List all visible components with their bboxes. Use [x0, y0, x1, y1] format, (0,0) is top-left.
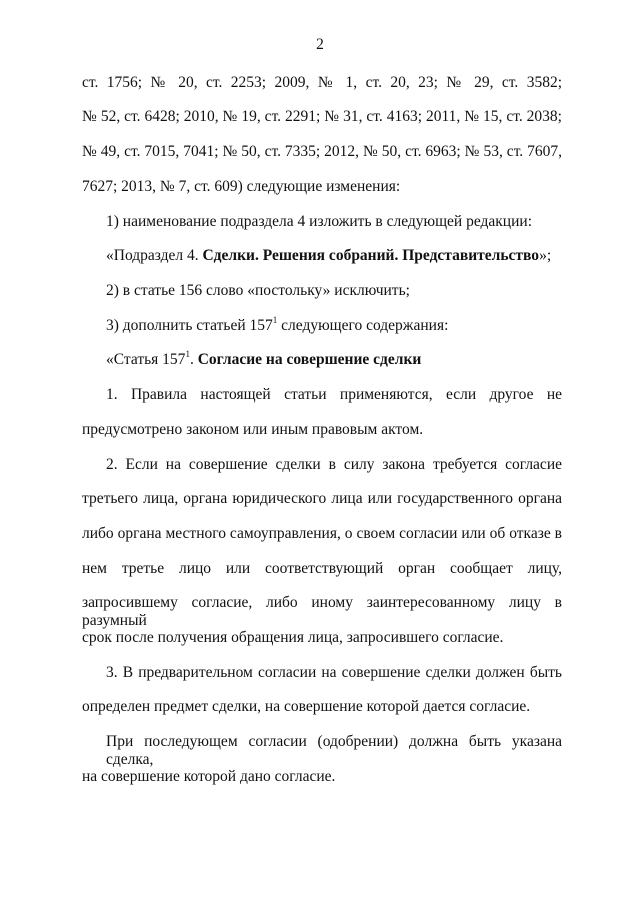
text-span: »;	[539, 247, 552, 264]
text-line: 1) наименование подраздела 4 изложить в следующей редакции:	[106, 213, 533, 230]
text-line: определен предмет сделки, на совершение которой дается согласие.	[82, 698, 531, 715]
text-line: либо органа местного самоуправления, о своем согласии или об отказе в	[82, 525, 562, 542]
text-line: нем третье лицо или соответствующий орган сообщает лицу,	[82, 560, 562, 577]
text-span: следующего содержания:	[277, 317, 449, 334]
subsection-title: Сделки. Решения собраний. Представительство	[202, 247, 540, 264]
text-line: предусмотрено законом или иным правовым актом.	[82, 421, 424, 438]
text-span: 3) дополнить статьей 157	[106, 317, 273, 334]
text-span: «Подраздел 4.	[106, 247, 203, 264]
text-span: «Статья 157	[106, 351, 186, 368]
article-title-line	[106, 351, 421, 369]
text-line: № 52, ст. 6428; 2010, № 19, ст. 2291; № 31, ст. 4163; 2011, № 15, ст. 2038;	[82, 108, 562, 125]
text-line: срок после получения обращения лица, запросившего согласие.	[82, 629, 504, 646]
text-line: третьего лица, органа юридического лица или государственного органа	[82, 490, 562, 507]
text-line: ст. 1756; № 20, ст. 2253; 2009, № 1, ст. 20, 23; № 29, ст. 3582;	[82, 74, 562, 91]
text-line: 7627; 2013, № 7, ст. 609) следующие изменения:	[82, 178, 401, 195]
article-title: Согласие на совершение сделки	[197, 351, 422, 368]
text-line: 2) в статье 156 слово «постольку» исключить;	[106, 282, 410, 299]
text-line: 1. Правила настоящей статьи применяются, если другое не	[106, 386, 562, 403]
text-line	[106, 317, 448, 335]
text-line: При последующем согласии (одобрении) должна быть указана сделка,	[106, 733, 562, 768]
text-span: .	[189, 351, 198, 368]
superscript: 1	[272, 315, 278, 325]
text-line: 2. Если на совершение сделки в силу закона требуется согласие	[106, 456, 562, 473]
text-line: запросившему согласие, либо иному заинтересованному лицу в разумный	[82, 594, 562, 629]
text-line: № 49, ст. 7015, 7041; № 50, ст. 7335; 2012, № 50, ст. 6963; № 53, ст. 7607,	[82, 143, 562, 160]
superscript: 1	[185, 349, 190, 359]
page-number: 2	[316, 36, 324, 53]
text-line: на совершение которой дано согласие.	[82, 768, 336, 785]
subsection-title-line	[106, 247, 551, 265]
text-line: 3. В предварительном согласии на совершение сделки должен быть	[106, 664, 562, 681]
